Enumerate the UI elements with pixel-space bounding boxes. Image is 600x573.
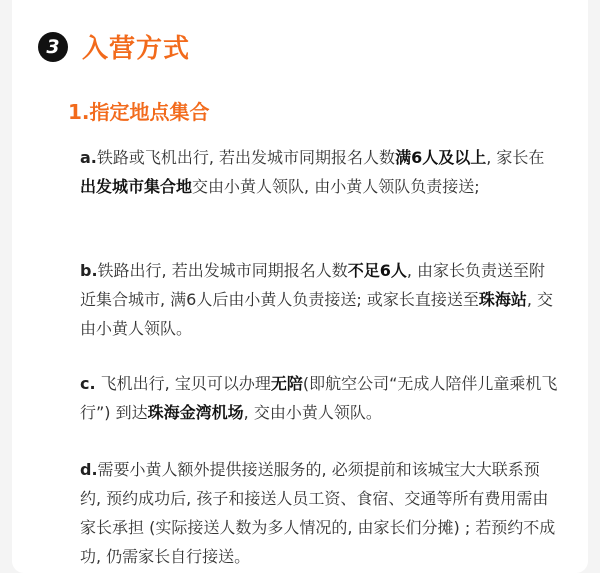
item-emphasis: 珠海站	[478, 290, 527, 309]
item-text: (即航空公司“无成人陪伴儿童乘机飞行”) 到达	[80, 374, 558, 422]
item-text: , 由家长负责送至附近集合城市, 满6人后由小黄人负责接送; 或家长直接送至	[80, 261, 546, 309]
content-card	[12, 0, 588, 573]
item-text: , 交由小黄人领队。	[243, 403, 382, 422]
list-item-b	[80, 256, 560, 343]
list-marker: d.	[80, 460, 98, 479]
subsection-title: 1.指定地点集合	[68, 100, 210, 124]
item-emphasis: 不足6人	[347, 261, 407, 280]
item-text: 交由小黄人领队, 由小黄人领队负责接送;	[192, 177, 480, 196]
item-emphasis: 出发城市集合地	[80, 177, 193, 196]
item-emphasis: 珠海金湾机场	[147, 403, 244, 422]
item-emphasis: 满6人及以上	[395, 148, 487, 167]
item-text: 飞机出行, 宝贝可以办理	[95, 374, 271, 393]
item-text: 铁路或飞机出行, 若出发城市同期报名人数	[96, 148, 396, 167]
section-number-badge: 3	[38, 32, 68, 62]
list-marker: c.	[80, 374, 96, 393]
item-text: 铁路出行, 若出发城市同期报名人数	[97, 261, 348, 280]
item-text: 需要小黄人额外提供接送服务的, 必须提前和该城宝大大联系预约, 预约成功后, 孩子和接送人员工资、食宿、交通等所有费用需由家长承担 (实际接送人数为多人情况的, 由家长们分摊) ; 若预约不成功, 仍需家长自行接送。	[80, 460, 556, 566]
section-title: 入营方式	[82, 34, 191, 64]
list-item-d	[80, 455, 560, 571]
item-text: , 家长在	[486, 148, 545, 167]
list-marker: a.	[80, 148, 97, 167]
section-header	[38, 28, 190, 65]
list-item-c	[80, 369, 560, 427]
item-emphasis: 无陪	[270, 374, 303, 393]
list-item-a	[80, 143, 560, 201]
item-text: , 交由小黄人领队。	[80, 290, 554, 338]
list-marker: b.	[80, 261, 98, 280]
